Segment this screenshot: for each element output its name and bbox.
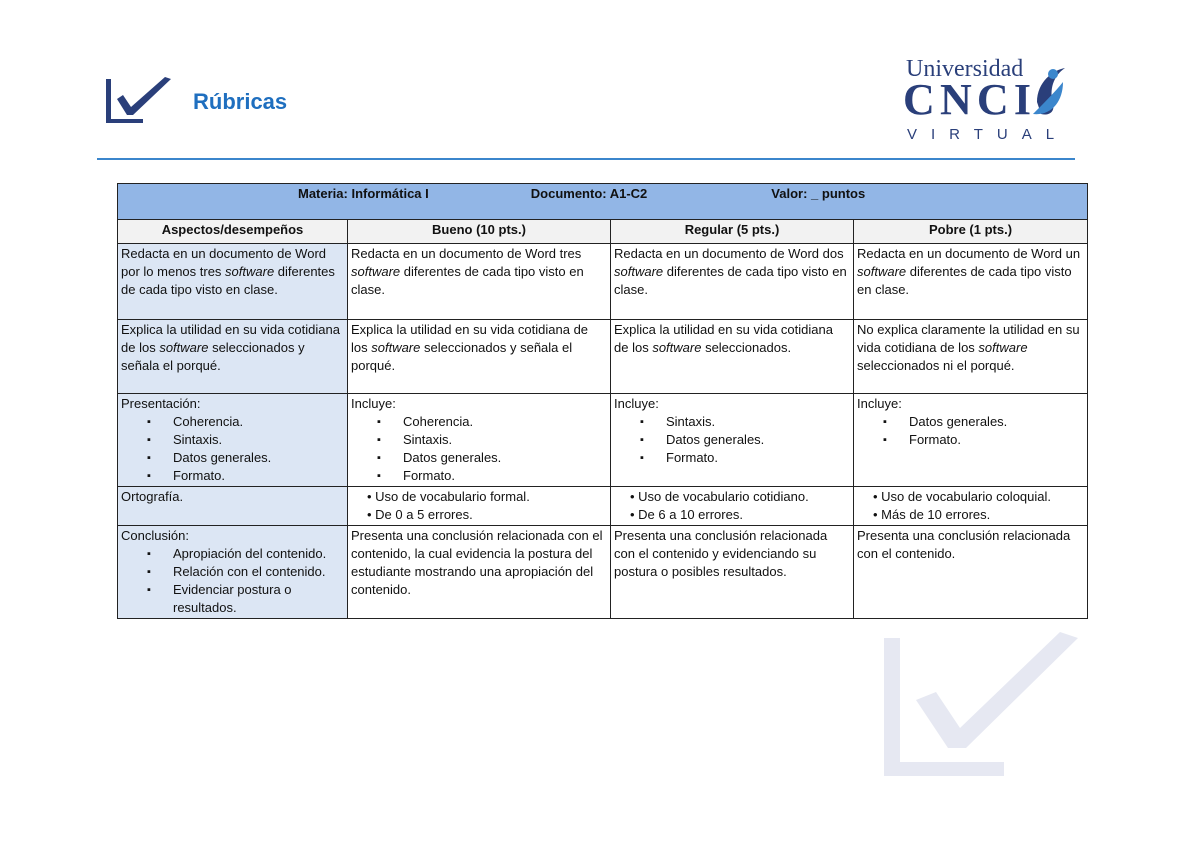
table-row (118, 244, 1088, 320)
list-item: ▪ Formato. (377, 467, 607, 485)
bueno-cell: Presenta una conclusión relacionada con el contenido, la cual evidencia la postura del estudiante mostrando una apropiación del contenido. (348, 526, 611, 619)
regular-cell: Explica la utilidad en su vida cotidiana de los software seleccionados. (611, 320, 854, 394)
list-item: ▪ Apropiación del contenido. (147, 545, 344, 563)
regular-cell: Redacta en un documento de Word dos software diferentes de cada tipo visto en clase. (611, 244, 854, 320)
rubric-table (117, 183, 1088, 619)
list-item: ▪ Datos generales. (377, 449, 607, 467)
list-item: • Más de 10 errores. (873, 506, 1084, 524)
checkmark-logo-icon (103, 75, 173, 127)
list-item: ▪ Relación con el contenido. (147, 563, 344, 581)
list-item: ▪ Formato. (640, 449, 850, 467)
table-row (118, 487, 1088, 526)
checkmark-watermark-icon (880, 630, 1080, 780)
list-item: ▪ Datos generales. (640, 431, 850, 449)
table-row (118, 320, 1088, 394)
aspect-cell: Redacta en un documento de Word por lo menos tres software diferentes de cada tipo visto en clase. (118, 244, 348, 320)
column-header-aspect: Aspectos/desempeños (118, 220, 348, 244)
list-item: ▪ Formato. (147, 467, 344, 485)
materia-label: Materia: Informática I (298, 186, 429, 201)
list-item: ▪ Coherencia. (147, 413, 344, 431)
svg-text:Universidad: Universidad (906, 56, 1024, 82)
list-item: • Uso de vocabulario formal. (367, 488, 607, 506)
aspect-cell: Presentación: ▪ Coherencia. ▪ Sintaxis. ▪ Datos generales. ▪ Formato. (118, 394, 348, 487)
table-row (118, 394, 1088, 487)
svg-text:VIRTUAL: VIRTUAL (907, 126, 1068, 143)
pobre-cell: Incluye: ▪ Datos generales. ▪ Formato. (854, 394, 1088, 487)
bueno-cell (348, 487, 611, 526)
aspect-cell: Conclusión: ▪ Apropiación del contenido. ▪ Relación con el contenido. ▪ Evidenciar postura o resultados. (118, 526, 348, 619)
page-title: Rúbricas (193, 89, 288, 114)
valor-label: Valor: _ puntos (771, 186, 866, 201)
column-header-row (118, 220, 1088, 244)
list-item: ▪ Sintaxis. (640, 413, 850, 431)
regular-cell (611, 487, 854, 526)
list-item: ▪ Datos generales. (147, 449, 344, 467)
list-item: ▪ Sintaxis. (377, 431, 607, 449)
university-logo (903, 52, 1068, 144)
list-item: • Uso de vocabulario coloquial. (873, 488, 1084, 506)
pobre-cell (854, 487, 1088, 526)
aspect-cell: Ortografía. (118, 487, 348, 526)
regular-cell: Incluye: ▪ Sintaxis. ▪ Datos generales. ▪ Formato. (611, 394, 854, 487)
list-item: • De 0 a 5 errores. (367, 506, 607, 524)
rubric-info-row (118, 184, 1088, 220)
bueno-cell: Incluye: ▪ Coherencia. ▪ Sintaxis. ▪ Datos generales. ▪ Formato. (348, 394, 611, 487)
bueno-cell: Redacta en un documento de Word tres software diferentes de cada tipo visto en clase. (348, 244, 611, 320)
list-item: ▪ Formato. (883, 431, 1084, 449)
column-header-pobre: Pobre (1 pts.) (854, 220, 1088, 244)
svg-text:CNCI: CNCI (903, 75, 1031, 124)
list-item: • Uso de vocabulario cotidiano. (630, 488, 850, 506)
column-header-bueno: Bueno (10 pts.) (348, 220, 611, 244)
list-item: ▪ Evidenciar postura o resultados. (147, 581, 344, 617)
pobre-cell: Presenta una conclusión relacionada con el contenido. (854, 526, 1088, 619)
regular-cell: Presenta una conclusión relacionada con el contenido y evidenciando su postura o posibles resultados. (611, 526, 854, 619)
list-item: ▪ Sintaxis. (147, 431, 344, 449)
aspect-cell: Explica la utilidad en su vida cotidiana de los software seleccionados y señala el porqué. (118, 320, 348, 394)
list-item: ▪ Coherencia. (377, 413, 607, 431)
pobre-cell: No explica claramente la utilidad en su vida cotidiana de los software seleccionados ni el porqué. (854, 320, 1088, 394)
rubric-info-cell (118, 184, 1088, 220)
column-header-regular: Regular (5 pts.) (611, 220, 854, 244)
table-row (118, 526, 1088, 619)
bueno-cell: Explica la utilidad en su vida cotidiana de los software seleccionados y señala el porqué. (348, 320, 611, 394)
header-divider (97, 158, 1075, 160)
pobre-cell: Redacta en un documento de Word un software diferentes de cada tipo visto en clase. (854, 244, 1088, 320)
list-item: • De 6 a 10 errores. (630, 506, 850, 524)
documento-label: Documento: A1-C2 (530, 186, 648, 201)
list-item: ▪ Datos generales. (883, 413, 1084, 431)
